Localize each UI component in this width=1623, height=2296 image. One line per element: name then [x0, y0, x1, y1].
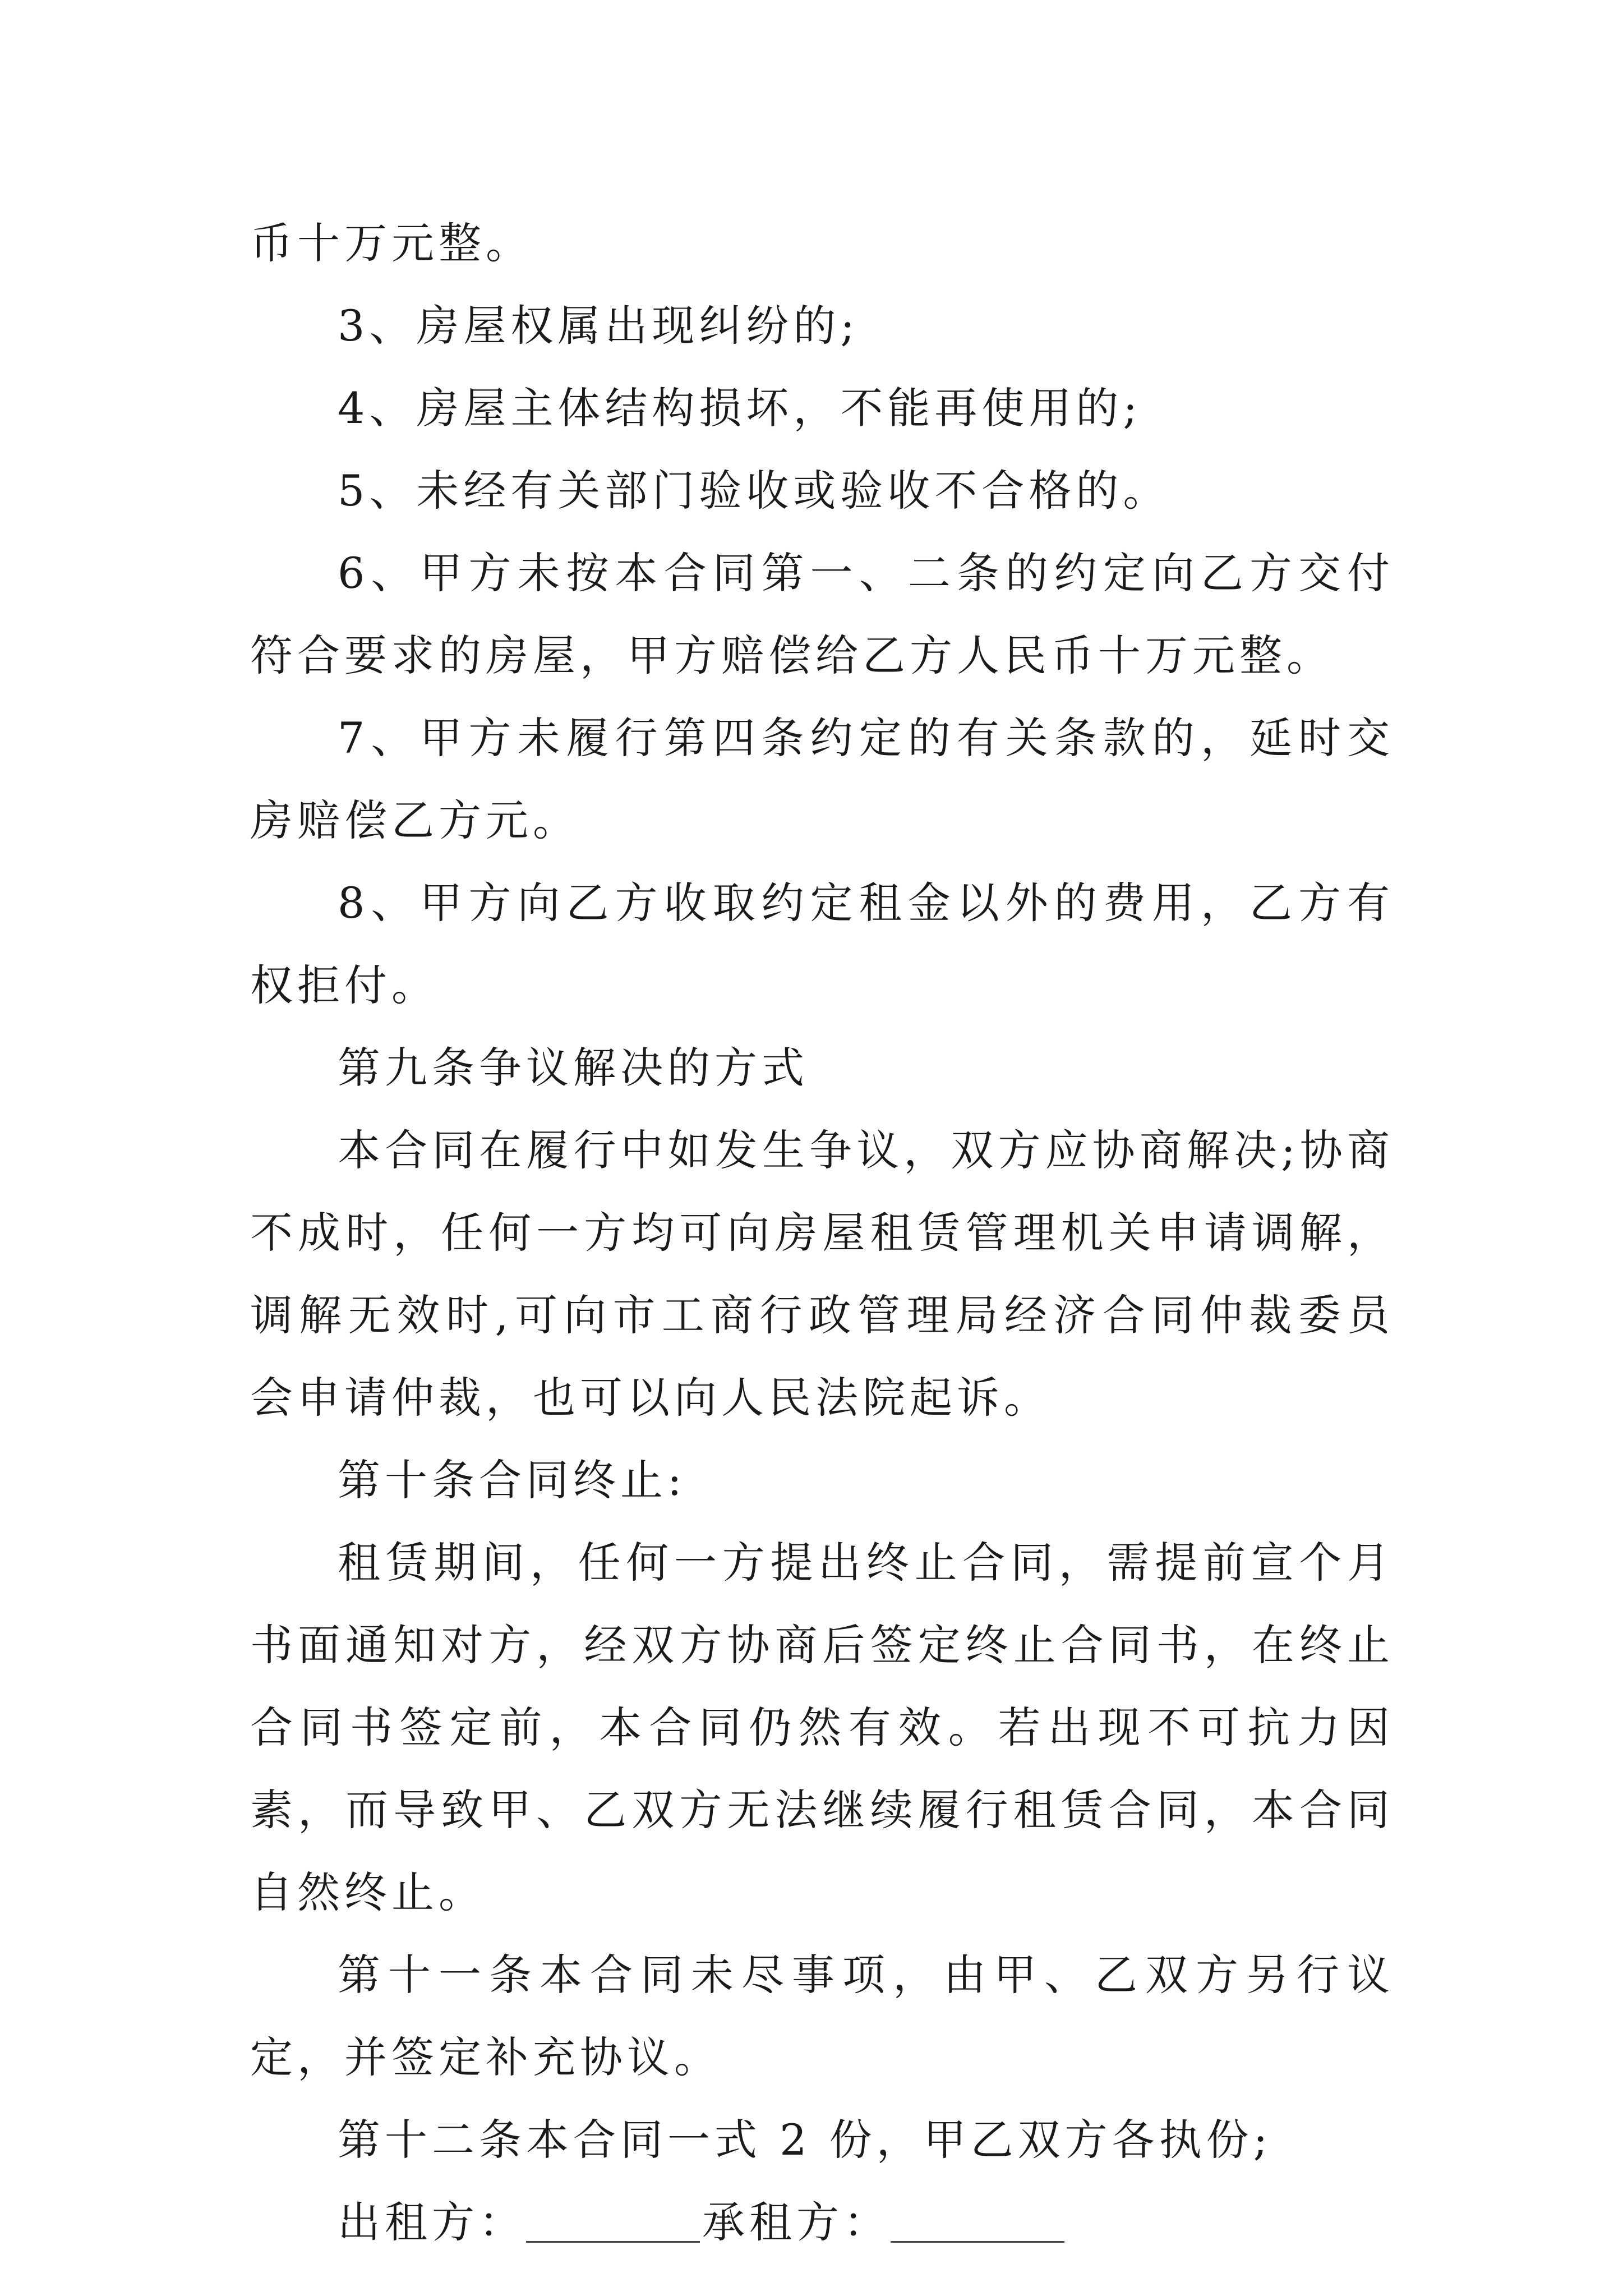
- paragraph-continuation: 币十万元整。: [250, 218, 533, 268]
- clause-item-3: 3、房屋权属出现纠纷的;: [338, 301, 859, 351]
- article-10-heading: 第十条合同终止:: [338, 1455, 686, 1505]
- contract-body: [250, 202, 1394, 2263]
- article-12: 第十二条本合同一式 2 份，甲乙双方各执份;: [338, 2115, 1272, 2165]
- lessee-signature-blank: [891, 2198, 1064, 2243]
- article-11: 第十一条本合同未尽事项，由甲、乙双方另行议定，并签定补充协议。: [250, 1950, 1394, 2082]
- signature-line: [250, 2181, 1394, 2263]
- clause-item-8: 8、甲方向乙方收取约定租金以外的费用，乙方有权拒付。: [250, 878, 1394, 1010]
- clause-item-6: 6、甲方未按本合同第一、二条的约定向乙方交付符合要求的房屋，甲方赔偿给乙方人民币十万元整。: [250, 548, 1394, 680]
- clause-item-5: 5、未经有关部门验收或验收不合格的。: [338, 466, 1170, 516]
- lessor-signature-blank: [526, 2198, 700, 2243]
- lessor-label: 出租方：: [338, 2197, 526, 2247]
- article-10-body: 租赁期间，任何一方提出终止合同，需提前宣个月书面通知对方，经双方协商后签定终止合同书，在终止合同书签定前，本合同仍然有效。若出现不可抗力因素，而导致甲、乙双方无法继续履行租赁合同，本合同自然终止。: [250, 1538, 1394, 1917]
- clause-item-4: 4、房屋主体结构损坏，不能再使用的;: [338, 383, 1142, 433]
- lessee-label: 承租方：: [702, 2197, 891, 2247]
- article-9-body: 本合同在履行中如发生争议，双方应协商解决;协商不成时，任何一方均可向房屋租赁管理机关申请调解，调解无效时,可向市工商行政管理局经济合同仲裁委员会申请仲裁，也可以向人民法院起诉。: [250, 1125, 1394, 1423]
- clause-item-7: 7、甲方未履行第四条约定的有关条款的，延时交房赔偿乙方元。: [250, 713, 1394, 845]
- article-9-heading: 第九条争议解决的方式: [338, 1043, 809, 1093]
